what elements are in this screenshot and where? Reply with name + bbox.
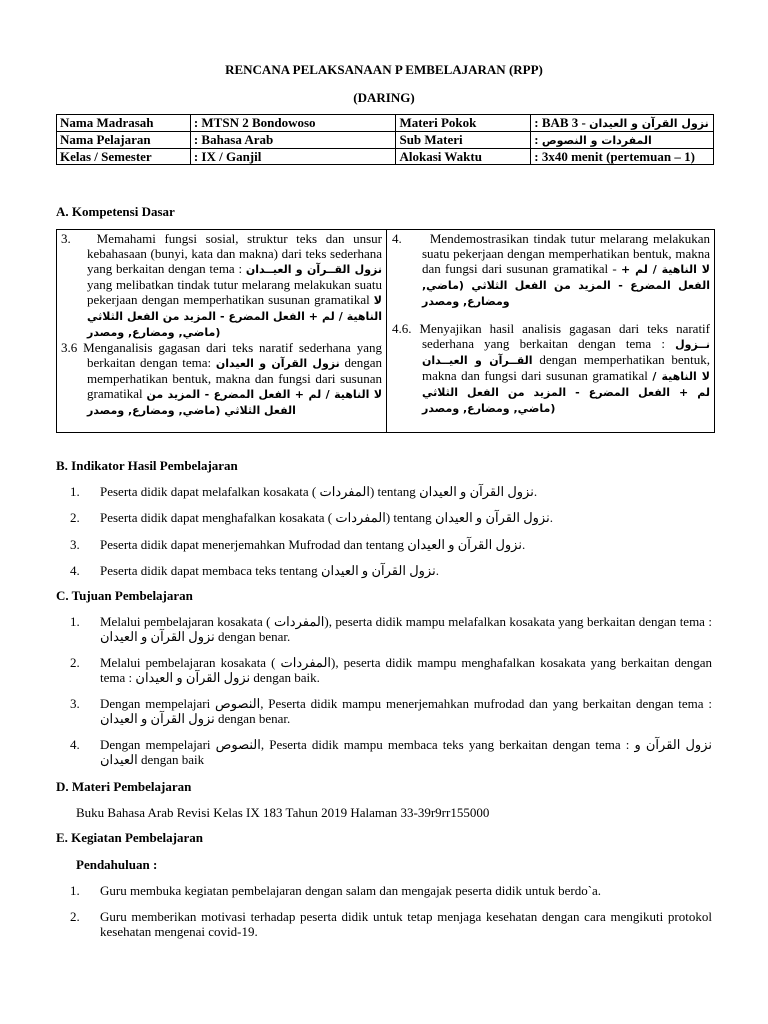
kd-text: dengan memperhatikan bentuk, makna dan fungsi dari susunan gramatikal <box>422 352 711 383</box>
arabic-text: نزول القرآن و العيدان <box>215 357 340 370</box>
arabic-text: لا الناهية / لم + الفعل المضرع - المزيد من الفعل الثلاثي (ماضي, ومضارع, ومصدر <box>87 388 383 417</box>
kd-item-4 <box>392 231 710 309</box>
table-cell <box>531 132 714 149</box>
table-row <box>57 132 714 149</box>
list-text: Peserta didik dapat menerjemahkan Mufrodad dan tentang نزول القرآن و العيدان. <box>100 537 526 552</box>
list-text: Guru memberikan motivasi terhadap peserta didik untuk tetap menjaga kesehatan dengan cara mengikuti protokol kesehatan mengenai covid-19. <box>100 909 712 939</box>
list-text: Melalui pembelajaran kosakata ( المفردات), peserta didik mampu melafalkan kosakata yang berkaitan dengan tema : نزول القرآن و العيدان dengan benar. <box>100 614 712 644</box>
table-cell: Sub Materi <box>396 132 531 149</box>
pendahuluan-heading: Pendahuluan : <box>76 857 158 872</box>
list-number: 4. <box>70 563 80 578</box>
kd-text: Menganalisis gagasan dari teks naratif sederhana yang berkaitan dengan tema: <box>83 340 382 370</box>
kompetensi-dasar-box <box>56 229 715 433</box>
list-number: 3. <box>70 537 80 552</box>
list-text: Guru membuka kegiatan pembelajaran dengan salam dan mengajak peserta didik untuk berdo`a. <box>100 883 602 898</box>
kd-number: 3.6 <box>61 340 78 355</box>
list-number: 1. <box>70 883 80 898</box>
arabic-text: لا الناهية / لم + الفعل المضرع - المزيد من الفعل الثلاثي (ماضي, ومضارع, ومصدر <box>87 294 382 339</box>
document-subtitle: (DARING) <box>353 90 415 105</box>
table-cell: : MTSN 2 Bondowoso <box>190 115 396 132</box>
arabic-text: نــزول القــرآن و العيــدان <box>422 338 710 367</box>
table-row <box>57 149 714 165</box>
kd-number: 3. <box>61 231 71 246</box>
kd-text: dengan memperhatikan bentuk, makna dan fungsi dari susunan gramatikal <box>87 355 382 401</box>
table-cell: : Bahasa Arab <box>190 132 396 149</box>
kd-item-3 <box>61 231 382 340</box>
list-number: 1. <box>70 484 80 499</box>
list-text: Dengan mempelajari النصوص, Peserta didik mampu membaca teks yang berkaitan dengan tema : نزول القرآن و العيدان dengan baik <box>100 737 712 767</box>
kd-text: Mendemostrasikan tindak tutur melarang melakukan suatu pekerjaan dengan memperhatikan bentuk, makna dan fungsi dari susunan gramatikal - <box>422 231 710 276</box>
list-number: 2. <box>70 510 80 525</box>
table-cell: Alokasi Waktu <box>396 149 531 165</box>
table-cell: Nama Madrasah <box>57 115 191 132</box>
kd-text: Menyajikan hasil analisis gagasan dari teks naratif sederhana yang berkaitan dengan tema : <box>419 321 711 351</box>
kd-number: 4. <box>392 231 402 246</box>
kd-text: yang melibatkan tindak tutur melarang melakukan suatu pekerjaan dengan memperhatikan susunan gramatikal <box>87 277 382 307</box>
table-cell: Kelas / Semester <box>57 149 191 165</box>
arabic-text: لا الناهية / لم + الفعل المضرع - المزيد من الفعل الثلاثي (ماضي, ومضارع, ومصدر <box>422 370 710 415</box>
kd-left-column <box>57 230 387 432</box>
kd-right-column <box>388 230 714 432</box>
table-cell: Materi Pokok <box>396 115 531 132</box>
list-text: Melalui pembelajaran kosakata ( المفردات), peserta didik mampu menghafalkan kosakata yang berkaitan dengan tema : نزول القرآن و العيدان dengan baik. <box>100 655 712 685</box>
list-number: 2. <box>70 655 80 670</box>
list-number: 1. <box>70 614 80 629</box>
list-text: Peserta didik dapat membaca teks tentang نزول القرآن و العيدان. <box>100 563 439 578</box>
identity-table <box>56 114 714 165</box>
kd-text: Memahami fungsi sosial, struktur teks dan unsur kebahasaan (bunyi, kata dan makna) dari teks sederhana yang berkaitan dengan tema : <box>87 231 383 276</box>
table-cell: : IX / Ganjil <box>190 149 396 165</box>
list-number: 4. <box>70 737 80 752</box>
cell-prefix: : BAB 3 - <box>534 115 586 130</box>
section-heading-e: E. Kegiatan Pembelajaran <box>56 830 203 845</box>
materi-text: Buku Bahasa Arab Revisi Kelas IX 183 Tahun 2019 Halaman 33-39r9rr155000 <box>76 805 490 820</box>
document-title: RENCANA PELAKSANAAN P EMBELAJARAN (RPP) <box>225 62 543 77</box>
table-cell <box>531 115 714 132</box>
arabic-text: نزول القــرآن و العيــدان <box>245 263 383 276</box>
section-heading-c: C. Tujuan Pembelajaran <box>56 588 193 603</box>
kd-item-3-6 <box>61 340 382 418</box>
arabic-text: لا الناهية / لم + الفعل المضرع - المزيد من الفعل الثلاثي (ماضي, ومضارع, ومصدر <box>422 263 710 308</box>
cell-prefix: : <box>534 132 539 147</box>
list-text: Peserta didik dapat melafalkan kosakata ( المفردات) tentang نزول القرآن و العيدان. <box>100 484 538 499</box>
arabic-text: المفردات و النصوص <box>541 134 652 147</box>
section-heading-a: A. Kompetensi Dasar <box>56 204 175 219</box>
list-text: Dengan mempelajari النصوص, Peserta didik mampu menerjemahkan mufrodad dan yang berkaitan dengan tema : نزول القرآن و العيدان dengan benar. <box>100 696 712 726</box>
table-cell: : 3x40 menit (pertemuan – 1) <box>531 149 714 165</box>
section-heading-d: D. Materi Pembelajaran <box>56 779 192 794</box>
kd-number: 4.6. <box>392 321 412 336</box>
kd-item-4-6 <box>392 321 710 416</box>
list-number: 3. <box>70 696 80 711</box>
list-number: 2. <box>70 909 80 924</box>
section-heading-b: B. Indikator Hasil Pembelajaran <box>56 458 238 473</box>
table-cell: Nama Pelajaran <box>57 132 191 149</box>
table-row <box>57 115 714 132</box>
arabic-text: نزول القرآن و العيدان <box>589 117 709 130</box>
list-text: Peserta didik dapat menghafalkan kosakata ( المفردات) tentang نزول القرآن و العيدان. <box>100 510 553 525</box>
